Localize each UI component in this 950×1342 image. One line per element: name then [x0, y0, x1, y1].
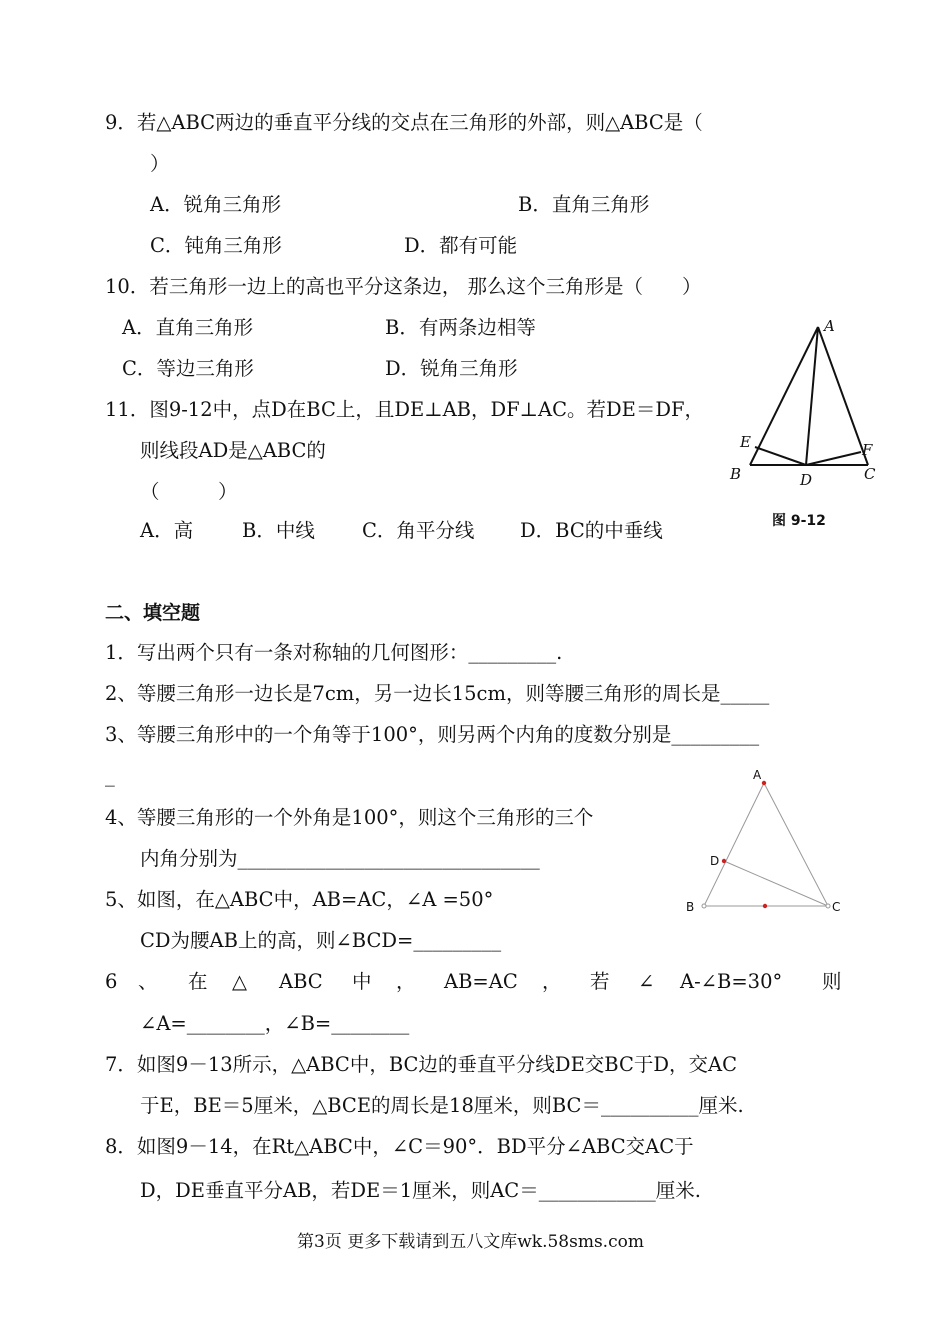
q10-stem: 10．若三角形一边上的高也平分这条边， 那么这个三角形是（ ） — [105, 275, 702, 298]
fill-6-t10: ∠ — [638, 970, 655, 993]
fill-5-line-2: CD为腰AB上的高，则∠BCD=_________ — [140, 929, 502, 952]
fill-7-line-2: 于E，BE＝5厘米，△BCE的周长是18厘米，则BC＝__________厘米. — [140, 1094, 744, 1117]
label-d: D — [800, 471, 813, 489]
fill-6-t0: 6 — [105, 970, 118, 993]
side-ac — [764, 783, 828, 906]
label-a: A — [753, 768, 762, 782]
q11-stem: 11．图9-12中，点D在BC上，且DE⊥AB，DF⊥AC。若DE＝DF， — [105, 398, 705, 421]
label-b: B — [730, 465, 742, 483]
fill-6-t5: 中 — [352, 970, 372, 993]
segment-df — [806, 452, 861, 465]
side-ab — [704, 783, 764, 906]
fill-2: 2、等腰三角形一边长是7cm，另一边长15cm，则等腰三角形的周长是_____ — [105, 682, 770, 705]
q10-option-c: C．等边三角形 — [122, 357, 254, 380]
fill-3: 3、等腰三角形中的一个角等于100°，则另两个内角的度数分别是_________ — [105, 723, 760, 746]
figure-q5 — [680, 765, 855, 925]
q9-option-a: A．锐角三角形 — [150, 193, 282, 216]
fill-5: 5、如图，在△ABC中，AB=AC，∠A =50° — [105, 888, 494, 911]
label-d: D — [710, 854, 720, 868]
point-c — [826, 904, 830, 908]
q10-option-b: B．有两条边相等 — [385, 316, 536, 339]
fill-6-t11: A-∠B=30° — [680, 970, 783, 993]
q11-paren: （ ） — [140, 480, 238, 503]
q10-option-d: D．锐角三角形 — [385, 357, 518, 380]
fill-8-line-2: D，DE垂直平分AB，若DE＝1厘米，则AC＝____________厘米. — [140, 1179, 701, 1202]
fill-1: 1．写出两个只有一条对称轴的几何图形：_________. — [105, 641, 563, 664]
figure-9-12 — [722, 315, 892, 535]
fill-6-t1: 、 — [138, 970, 158, 993]
fill-6-t7: AB=AC — [444, 970, 518, 993]
point-b — [702, 904, 706, 908]
page-footer: 第3页 更多下载请到五八文库wk.58sms.com — [297, 1232, 644, 1252]
fill-4: 4、等腰三角形的一个外角是100°，则这个三角形的三个 — [105, 806, 594, 829]
label-f: F — [862, 441, 873, 459]
label-b: B — [686, 900, 695, 914]
point-d — [722, 859, 726, 863]
fill-6-line-2: ∠A=________，∠B=________ — [140, 1012, 410, 1035]
q11-option-a: A．高 — [140, 519, 194, 542]
label-a: A — [824, 317, 835, 335]
fill-3-wrap: _ — [105, 764, 115, 787]
label-e: E — [740, 433, 751, 451]
q9-stem: 9．若△ABC两边的垂直平分线的交点在三角形的外部，则△ABC是（ — [105, 111, 703, 134]
segment-cd — [724, 861, 828, 906]
q11-option-b: B．中线 — [242, 519, 315, 542]
fill-7: 7．如图9－13所示，△ABC中，BC边的垂直平分线DE交BC于D，交AC — [105, 1053, 738, 1076]
fill-6-t2: 在 — [188, 970, 208, 993]
fill-6-t6: ， — [396, 970, 416, 993]
segment-de — [755, 447, 806, 465]
fill-6-t12: 则 — [822, 970, 842, 993]
side-ac — [818, 327, 868, 465]
fill-4-line-2: 内角分别为_______________________________ — [140, 847, 540, 870]
section-title: 二、填空题 — [105, 602, 201, 624]
label-c: C — [832, 900, 841, 914]
fill-6-t4: ABC — [279, 970, 323, 993]
figure-caption: 图 9-12 — [772, 513, 826, 529]
fill-6-t9: 若 — [590, 970, 610, 993]
q11-stem-2: 则线段AD是△ABC的 — [140, 439, 326, 462]
q9-option-c: C．钝角三角形 — [150, 234, 282, 257]
q9-option-d: D．都有可能 — [404, 234, 518, 257]
fill-6-t3: △ — [232, 970, 247, 993]
fill-8: 8．如图9－14，在Rt△ABC中，∠C＝90°．BD平分∠ABC交AC于 — [105, 1135, 694, 1158]
point-mid — [763, 904, 767, 908]
q10-option-a: A．直角三角形 — [122, 316, 254, 339]
label-c: C — [864, 465, 876, 483]
q9-stem-tail: ） — [150, 152, 170, 175]
point-a — [762, 781, 766, 785]
q11-option-d: D．BC的中垂线 — [520, 519, 663, 542]
q11-option-c: C．角平分线 — [362, 519, 475, 542]
fill-6-t8: ， — [542, 970, 562, 993]
q9-option-b: B．直角三角形 — [518, 193, 650, 216]
